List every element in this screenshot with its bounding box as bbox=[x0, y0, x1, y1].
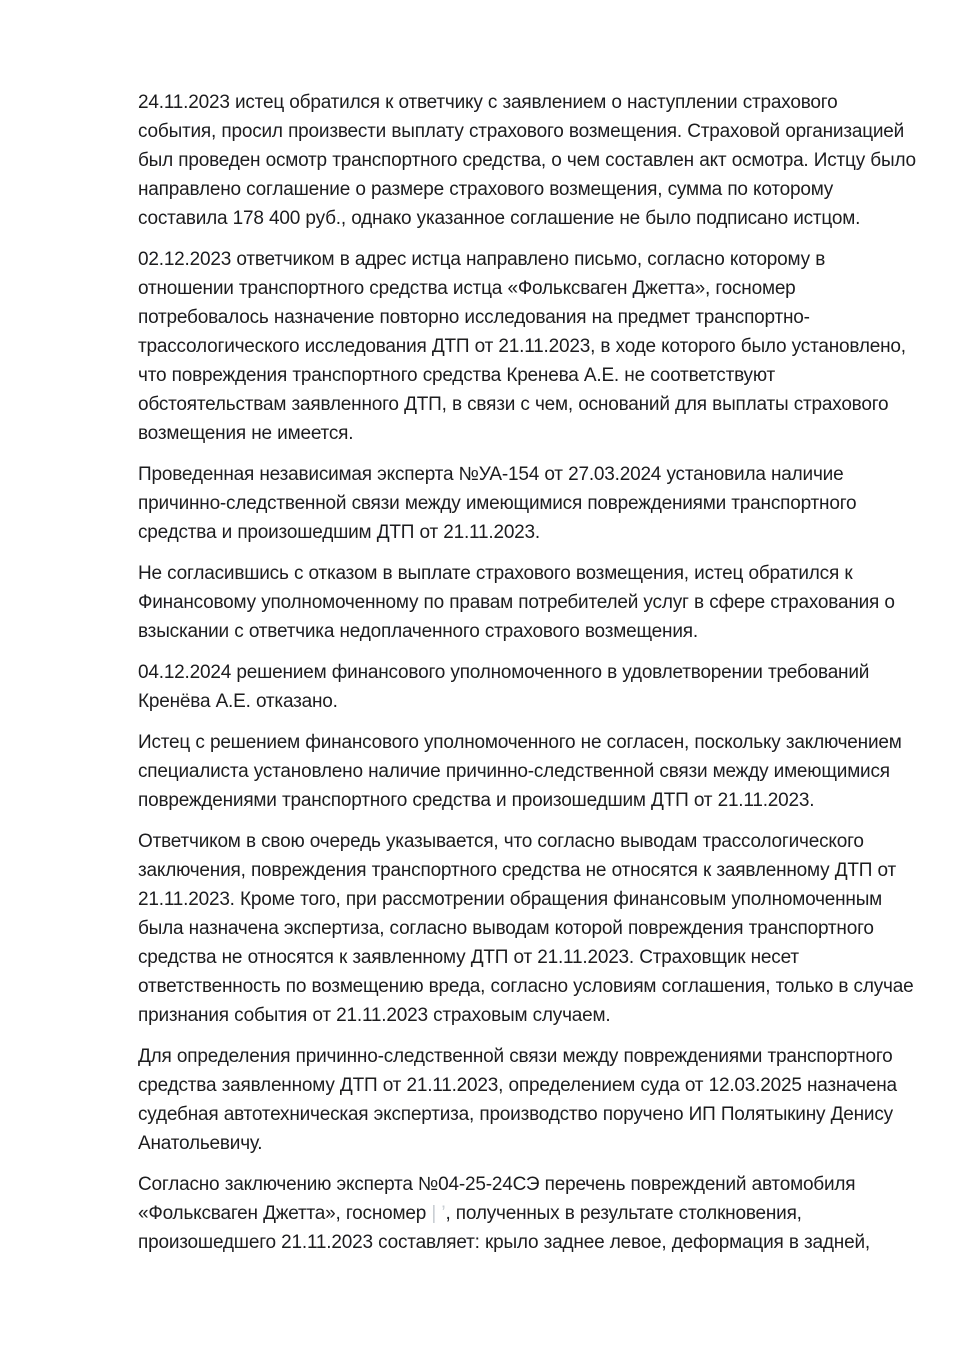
paragraph bbox=[138, 559, 916, 646]
paragraph-text: Для определения причинно-следственной связи между повреждениями транспортного средства заявленному ДТП от 21.11.2023, определением суда от 12.03.2025 назначена судебная автотехническая экспертиза, производство поручено ИП Полятыкину Денису Анатольевичу. bbox=[138, 1046, 897, 1154]
document-body bbox=[138, 88, 916, 1257]
paragraph-text: Проведенная независимая эксперта №УА-154 от 27.03.2024 установила наличие причинно-следственной связи между имеющимися повреждениями транспортного средства и произошедшим ДТП от 21.11.2023. bbox=[138, 464, 857, 543]
paragraph bbox=[138, 88, 916, 233]
paragraph-text: 24.11.2023 истец обратился к ответчику с заявлением о наступлении страхового события, просил произвести выплату страхового возмещения. Страховой организацией был проведен осмотр транспортного средства, о чем составлен акт осмотра. Истцу было направлено соглашение о размере страхового возмещения, сумма по которому составила 178 400 руб., однако указанное соглашение не было подписано истцом. bbox=[138, 92, 916, 229]
paragraph-text: Истец с решением финансового уполномоченного не согласен, поскольку заключением специалиста установлено наличие причинно-следственной связи между имеющимися повреждениями транспортного средства и произошедшим ДТП от 21.11.2023. bbox=[138, 732, 902, 811]
paragraph-text: 04.12.2024 решением финансового уполномоченного в удовлетворении требований Кренёва А.Е. отказано. bbox=[138, 662, 870, 712]
paragraph bbox=[138, 460, 916, 547]
paragraph bbox=[138, 827, 916, 1030]
paragraph-text: Ответчиком в свою очередь указывается, что согласно выводам трассологического заключения, повреждения транспортного средства не относятся к заявленному ДТП от 21.11.2023. Кроме того, при рассмотрении обращения финансовым уполномоченным была назначена экспертиза, согласно выводам которой повреждения транспортного средства не относятся к заявленному ДТП от 21.11.2023. Страховщик несет ответственность по возмещению вреда, согласно условиям соглашения, только в случае признания события от 21.11.2023 страховым случаем. bbox=[138, 831, 914, 1026]
paragraph bbox=[138, 658, 916, 716]
redacted-text: | ’ bbox=[431, 1203, 446, 1224]
paragraph-text: Согласно заключению эксперта №04-25-24СЭ перечень повреждений автомобиля «Фольксваген Джетта», госномер bbox=[138, 1174, 856, 1224]
paragraph bbox=[138, 1170, 916, 1257]
paragraph-text: Не согласившись с отказом в выплате страхового возмещения, истец обратился к Финансовому уполномоченному по правам потребителей услуг в сфере страхования о взыскании с ответчика недоплаченного страхового возмещения. bbox=[138, 563, 895, 642]
paragraph bbox=[138, 1042, 916, 1158]
paragraph-text: 02.12.2023 ответчиком в адрес истца направлено письмо, согласно которому в отношении транспортного средства истца «Фольксваген Джетта», госномер потребовалось назначение повторно исследования на предмет транспортно-трассологического исследования ДТП от 21.11.2023, в ходе которого было установлено, что повреждения транспортного средства Кренева А.Е. не соответствуют обстоятельствам заявленного ДТП, в связи с чем, оснований для выплаты страхового возмещения не имеется. bbox=[138, 249, 906, 444]
paragraph bbox=[138, 728, 916, 815]
paragraph bbox=[138, 245, 916, 448]
paragraph-text: , полученных в результате столкновения, произошедшего 21.11.2023 составляет: крыло заднее левое, деформация в задней, bbox=[138, 1203, 870, 1253]
